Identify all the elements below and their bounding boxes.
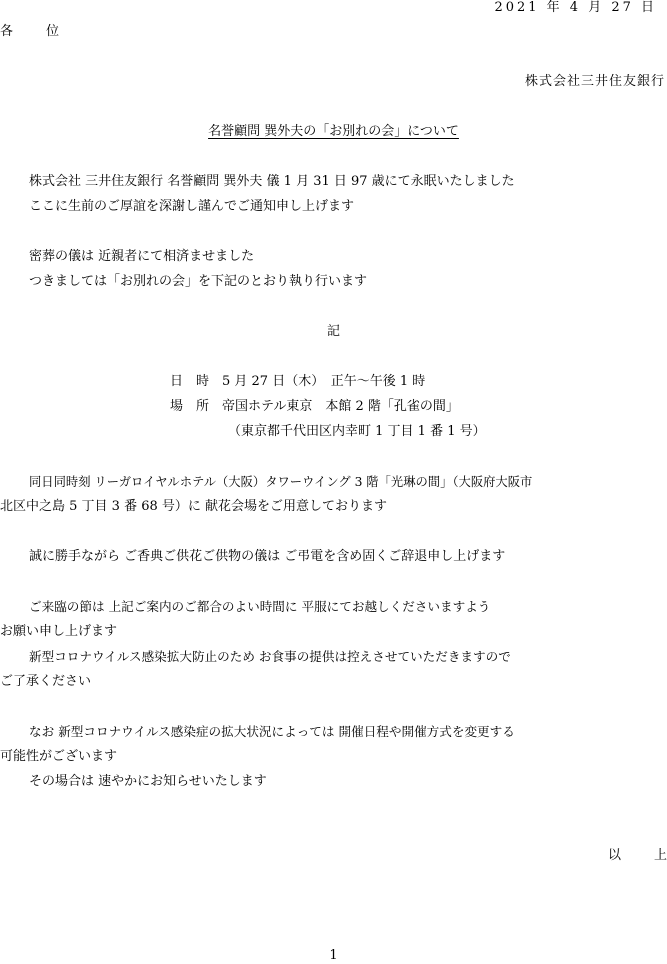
paragraph-line: つきましては「お別れの会」を下記のとおり執り行います <box>29 274 368 289</box>
paragraph-line: ご了承ください <box>0 674 92 689</box>
recipient-part-1: 各 <box>0 24 14 39</box>
paragraph-line: ご来臨の節は 上記ご案内のご都合のよい時間に 平服にてお越しくださいますよう <box>29 599 491 614</box>
closing-part-1: 以 <box>607 848 621 863</box>
recipient-line <box>0 24 59 40</box>
paragraph-line: 新型コロナウイルス感染拡大防止のため お食事の提供は控えさせていただきますので <box>29 649 511 664</box>
paragraph-line: 同日同時刻 リーガロイヤルホテル（大阪）タワーウイング 3 階「光琳の間」（大阪府大阪市 <box>29 475 533 489</box>
document-date: 2021 年 4 月 27 日 <box>494 0 657 15</box>
recipient-part-2: 位 <box>46 24 60 39</box>
detail-datetime: 日 時 5 月 27 日（木） 正午～午後 1 時 <box>170 374 426 389</box>
paragraph-line: 可能性がございます <box>0 749 118 764</box>
ki-heading: 記 <box>326 324 340 339</box>
closing-part-2: 上 <box>653 848 667 863</box>
paragraph-line: 北区中之島 5 丁目 3 番 68 号）に 献花会場をご用意しております <box>0 499 388 514</box>
closing-mark <box>608 848 667 864</box>
paragraph-line: 株式会社 三井住友銀行 名誉顧問 巽外夫 儀 1 月 31 日 97 歳にて永眠いたしました <box>29 174 515 189</box>
paragraph-line: お願い申し上げます <box>0 624 118 639</box>
document-title: 名誉顧問 巽外夫の「お別れの会」について <box>208 124 459 139</box>
paragraph-line: なお 新型コロナウイルス感染症の拡大状況によっては 開催日程や開催方式を変更する <box>29 724 515 739</box>
page-number: 1 <box>329 948 338 963</box>
detail-address: （東京都千代田区内幸町 1 丁目 1 番 1 号） <box>228 424 486 439</box>
paragraph-line: ここに生前のご厚誼を深謝し謹んでご通知申し上げます <box>29 199 355 214</box>
paragraph-line: その場合は 速やかにお知らせいたします <box>29 774 267 789</box>
sender-name: 株式会社三井住友銀行 <box>524 74 665 89</box>
paragraph-line: 密葬の儀は 近親者にて相済ませました <box>29 249 255 264</box>
detail-place: 場 所 帝国ホテル東京 本館 2 階「孔雀の間」 <box>170 399 459 414</box>
paragraph-line: 誠に勝手ながら ご香典ご供花ご供物の儀は ご弔電を含め固くご辞退申し上げます <box>29 549 506 564</box>
